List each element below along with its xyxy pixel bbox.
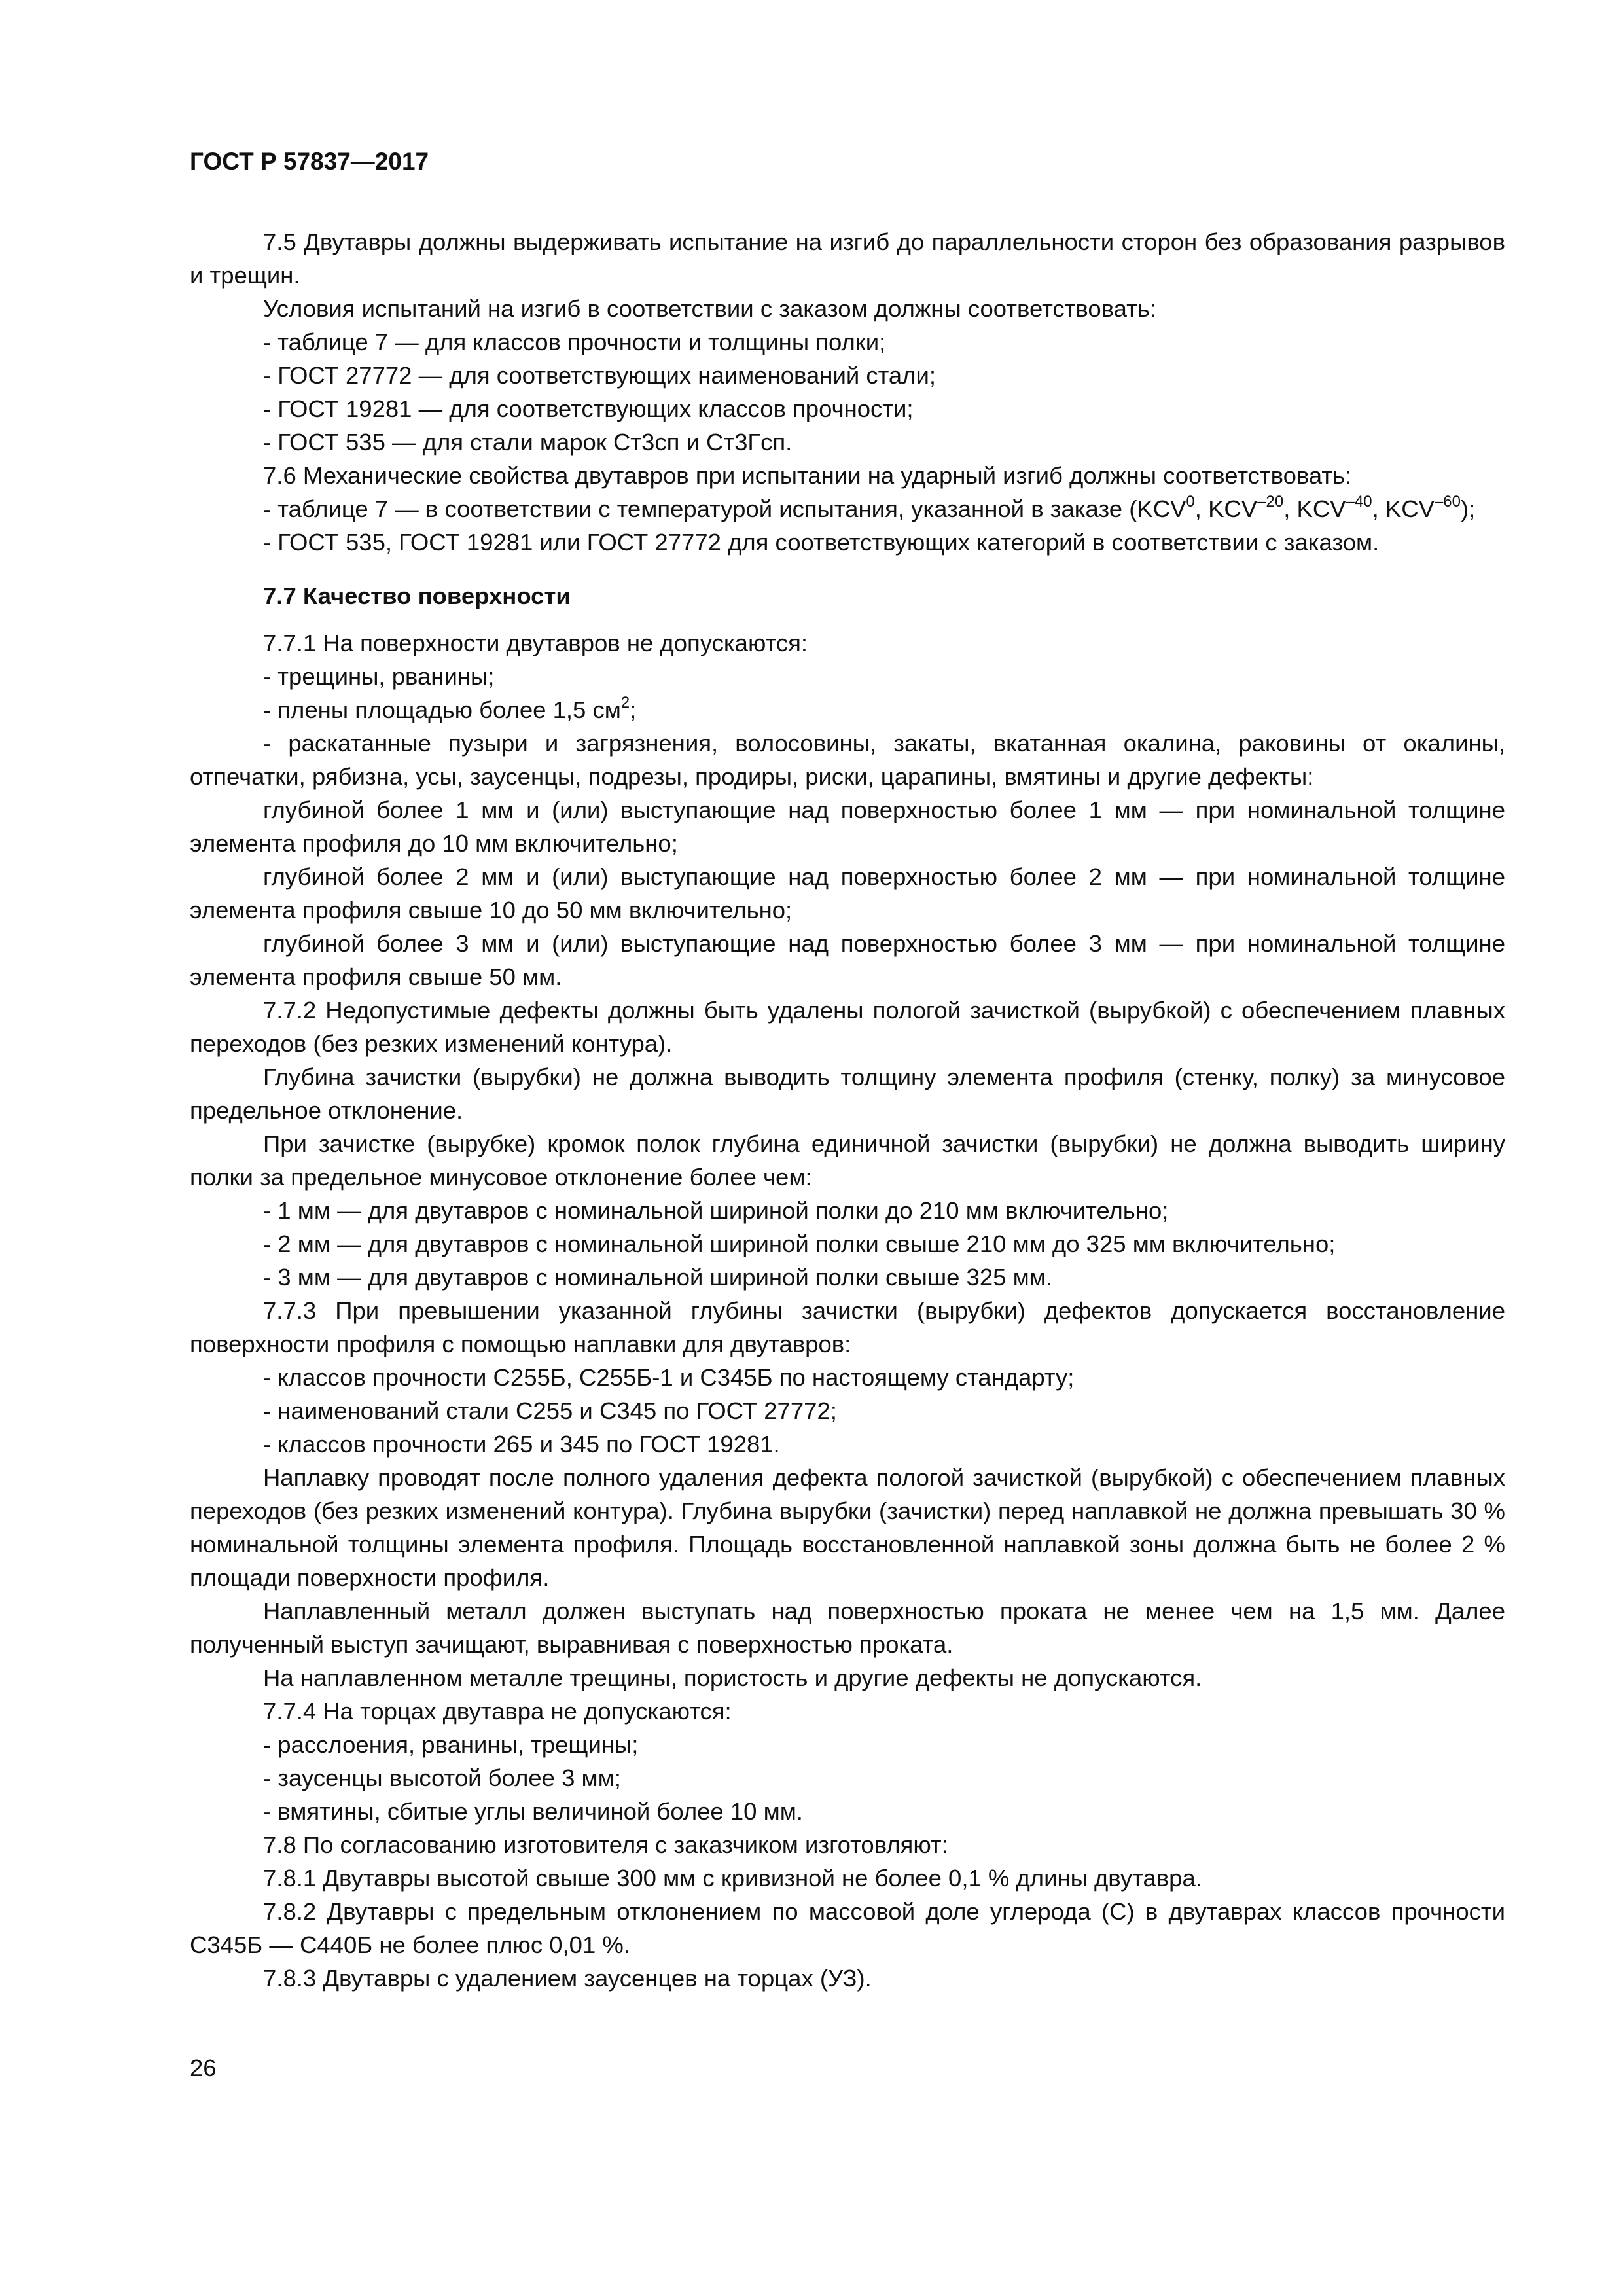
- list-item: - ГОСТ 27772 — для соответствующих наименований стали;: [263, 362, 936, 389]
- paragraph-depth-1mm: глубиной более 1 мм и (или) выступающие над поверхностью более 1 мм — при номинальной толщине элемента профиля до 10 мм включительно;: [190, 797, 1505, 857]
- page-number: 26: [190, 2054, 217, 2081]
- paragraph-welding: Наплавку проводят после полного удаления дефекта пологой зачисткой (вырубкой) с обеспечением плавных переходов (без резких изменений контура). Глубина вырубки (зачистки) перед наплавкой не должна превышать 30 % номинальной толщины элемента профиля. Площадь восстановленной наплавкой зоны должна быть не более 2 % площади поверхности профиля.: [190, 1464, 1505, 1591]
- list-item: - расслоения, рванины, трещины;: [263, 1731, 639, 1758]
- list-item: - 1 мм — для двутавров с номинальной шириной полки до 210 мм включительно;: [263, 1197, 1169, 1224]
- list-item: - ГОСТ 535 — для стали марок Ст3сп и Ст3Гсп.: [263, 429, 793, 456]
- list-item: - трещины, рванины;: [263, 663, 495, 690]
- list-item: - 2 мм — для двутавров с номинальной шириной полки свыше 210 мм до 325 мм включительно;: [263, 1230, 1336, 1257]
- paragraph-7-7-3: 7.7.3 При превышении указанной глубины зачистки (вырубки) дефектов допускается восстановление поверхности профиля с помощью наплавки для двутавров:: [190, 1297, 1505, 1357]
- paragraph-weld-defects: На наплавленном металле трещины, пористость и другие дефекты не допускаются.: [263, 1664, 1202, 1691]
- paragraph-7-6: 7.6 Механические свойства двутавров при испытании на ударный изгиб должны соответствовать:: [263, 462, 1352, 489]
- section-heading-7-7: 7.7 Качество поверхности: [263, 583, 571, 609]
- paragraph-bend-conditions: Условия испытаний на изгиб в соответствии с заказом должны соответствовать:: [263, 295, 1156, 322]
- list-item: - раскатанные пузыри и загрязнения, волосовины, закаты, вкатанная окалина, раковины от окалины, отпечатки, рябизна, усы, заусенцы, подрезы, продиры, риски, царапины, вмятины и другие дефекты:: [190, 730, 1505, 790]
- document-header: ГОСТ Р 57837—2017: [190, 148, 429, 175]
- paragraph-depth-2mm: глубиной более 2 мм и (или) выступающие над поверхностью более 2 мм — при номинальной толщине элемента профиля свыше 10 до 50 мм включительно;: [190, 863, 1505, 924]
- list-item: - классов прочности 265 и 345 по ГОСТ 19281.: [263, 1431, 780, 1458]
- paragraph-7-7-2: 7.7.2 Недопустимые дефекты должны быть удалены пологой зачисткой (вырубкой) с обеспечением плавных переходов (без резких изменений контура).: [190, 997, 1505, 1057]
- paragraph-7-8-1: 7.8.1 Двутавры высотой свыше 300 мм с кривизной не более 0,1 % длины двутавра.: [263, 1865, 1202, 1892]
- paragraph-depth-3mm: глубиной более 3 мм и (или) выступающие над поверхностью более 3 мм — при номинальной толщине элемента профиля свыше 50 мм.: [190, 930, 1505, 990]
- paragraph-7-7-1: 7.7.1 На поверхности двутавров не допускаются:: [263, 630, 808, 656]
- list-item: - 3 мм — для двутавров с номинальной шириной полки свыше 325 мм.: [263, 1264, 1052, 1291]
- list-item: - вмятины, сбитые углы величиной более 10 мм.: [263, 1798, 803, 1825]
- paragraph-7-6-impact-temps: - таблице 7 — в соответствии с температурой испытания, указанной в заказе (KCV$^0$, $KCV^{-20}$, $KCV^{-40}$, $KCV^{-60}$);: [263, 492, 1476, 522]
- document-body: [190, 225, 1505, 1995]
- list-item: - таблице 7 — для классов прочности и толщины полки;: [263, 329, 886, 355]
- list-item: - классов прочности С255Б, С255Б-1 и С345Б по настоящему стандарту;: [263, 1364, 1075, 1391]
- paragraph-weld-metal: Наплавленный металл должен выступать над поверхностью проката не менее чем на 1,5 мм. Далее полученный выступ зачищают, выравнивая с поверхностью проката.: [190, 1598, 1505, 1658]
- list-item: - наименований стали С255 и С345 по ГОСТ 27772;: [263, 1397, 837, 1424]
- paragraph-7-7-4: 7.7.4 На торцах двутавра не допускаются:: [263, 1698, 732, 1725]
- paragraph-flange-grinding: При зачистке (вырубке) кромок полок глубина единичной зачистки (вырубки) не должна выводить ширину полки за предельное минусовое отклонение более чем:: [190, 1130, 1505, 1191]
- list-item: - ГОСТ 19281 — для соответствующих классов прочности;: [263, 395, 914, 422]
- paragraph-7-5: 7.5 Двутавры должны выдерживать испытание на изгиб до параллельности сторон без образования разрывов и трещин.: [190, 228, 1505, 289]
- paragraph-grinding-depth: Глубина зачистки (вырубки) не должна выводить толщину элемента профиля (стенку, полку) за минусовое предельное отклонение.: [190, 1064, 1505, 1124]
- list-item: - плены площадью более 1,5 $см^2$;: [263, 693, 637, 723]
- paragraph-7-6-standards: - ГОСТ 535, ГОСТ 19281 или ГОСТ 27772 для соответствующих категорий в соответствии с заказом.: [263, 529, 1380, 556]
- paragraph-7-8: 7.8 По согласованию изготовителя с заказчиком изготовляют:: [263, 1831, 948, 1858]
- paragraph-7-8-3: 7.8.3 Двутавры с удалением заусенцев на торцах (УЗ).: [263, 1965, 872, 1992]
- list-item: - заусенцы высотой более 3 мм;: [263, 1765, 621, 1791]
- paragraph-7-8-2: 7.8.2 Двутавры с предельным отклонением по массовой доле углерода (С) в двутаврах классов прочности С345Б — С440Б не более плюс 0,01 %.: [190, 1898, 1505, 1958]
